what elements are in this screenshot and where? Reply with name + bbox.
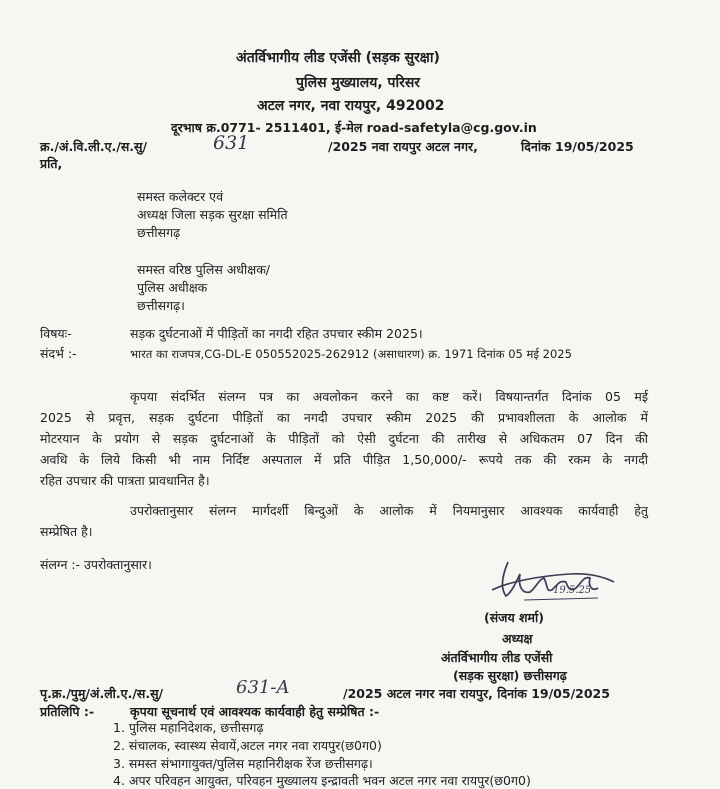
signature-date: 19.5.25 [553, 585, 592, 596]
ref2-prefix: पृ.क्र./पुमु/अं.ली.ए./स.सु/ [40, 686, 164, 701]
addressee1-line1: समस्त कलेक्टर एवं [137, 189, 224, 204]
body-para1-line1: कृपया संदर्भित संलग्न पत्र का अवलोकन करने का कष्ट करें। विषयान्तर्गत दिनांक 05 मई [130, 389, 648, 404]
body-para1-line5: रहित उपचार की पात्रता प्रावधानित है। [40, 473, 210, 488]
signatory-name: (संजय शर्मा) [484, 610, 544, 625]
letterhead-title: अंतर्विभागीय लीड एजेंसी (सड़क सुरक्षा) [236, 50, 440, 66]
letterhead-address: अटल नगर, नवा रायपुर, 492002 [257, 98, 445, 114]
body-para1-line3: मोटरयान के प्रयोग से सड़क दुर्घटनाओं के पीड़ितों को ऐसी दुर्घटना की तारीख से अधिकतम 07 दिन की [40, 431, 648, 446]
addressee2-line2: पुलिस अधीक्षक [137, 280, 208, 295]
ref-number-handwritten: 631 [213, 132, 250, 154]
addressee1-line3: छत्तीसगढ़ [137, 225, 181, 240]
reference-label: संदर्भ :- [40, 346, 77, 361]
signatory-agency-state: (सड़क सुरक्षा) छत्तीसगढ़ [453, 668, 567, 683]
addressee2-line3: छत्तीसगढ़। [137, 298, 185, 313]
copy-heading: कृपया सूचनार्थ एवं आवश्यक कार्यवाही हेतु सम्प्रेषित :- [130, 704, 380, 719]
ref-prefix: क्र./अं.वि.ली.ए./स.सु/ [40, 139, 148, 154]
signatory-agency: अंतर्विभागीय लीड एजेंसी [441, 650, 553, 665]
ref2-place-date: /2025 अटल नगर नवा रायपुर, दिनांक 19/05/2025 [343, 686, 610, 701]
reference-text: भारत का राजपत्र,CG-DL-E 050552025-262912 (असाधारण) क्र. 1971 दिनांक 05 मई 2025 [130, 347, 572, 361]
ref-date: दिनांक 19/05/2025 [521, 139, 634, 154]
copy-item-2: 2. संचालक, स्वास्थ्य सेवायें,अटल नगर नवा रायपुर(छ0ग0) [113, 738, 382, 753]
subject-label: विषयः- [40, 326, 72, 341]
letterhead-contact: दूरभाष क्र.0771- 2511401, ई-मेल road-safetyla@cg.gov.in [171, 120, 537, 135]
copy-item-4: 4. अपर परिवहन आयुक्त, परिवहन मुख्यालय इन्द्रावती भवन अटल नगर नवा रायपुर(छ0ग0) [113, 773, 531, 788]
addressee1-line2: अध्यक्ष जिला सड़क सुरक्षा समिति [137, 207, 288, 222]
copy-item-3: 3. समस्त संभागायुक्त/पुलिस महानिरीक्षक रेंज छत्तीसगढ़। [113, 756, 373, 771]
ref-place: /2025 नवा रायपुर अटल नगर, [328, 139, 478, 154]
body-para2-line2: सम्प्रेषित है। [40, 524, 93, 539]
enclosure-note: संलग्न :- उपरोक्तानुसार। [40, 557, 152, 572]
handwritten-signature [478, 552, 628, 612]
signatory-title: अध्यक्ष [502, 631, 533, 646]
addressee2-line1: समस्त वरिष्ठ पुलिस अधीक्षक/ [137, 262, 271, 277]
ref2-number-handwritten: 631-A [236, 677, 290, 698]
copy-item-1: 1. पुलिस महानिदेशक, छत्तीसगढ़ [113, 720, 264, 735]
body-para1-line2: 2025 से प्रवृत्त, सड़क दुर्घटना पीड़ितों का नगदी उपचार स्कीम 2025 की प्रभावशीलता के आलोक में [40, 410, 648, 425]
prati-label: प्रति, [40, 156, 63, 171]
body-para2-line1: उपरोक्तानुसार संलग्न मार्गदर्शी बिन्दुओं के आलोक में नियमानुसार आवश्यक कार्यवाही हेतु [130, 503, 648, 518]
letterhead-office: पुलिस मुख्यालय, परिसर [296, 75, 421, 91]
subject-text: सड़क दुर्घटनाओं में पीड़ितों का नगदी रहित उपचार स्कीम 2025। [130, 326, 423, 341]
body-para1-line4: अवधि के लिये किसी भी नाम निर्दिष्ट अस्पताल में प्रति पीड़ित 1,50,000/- रूपये तक की रकम के नगदी [40, 452, 648, 467]
copy-label: प्रतिलिपि :- [40, 704, 95, 719]
